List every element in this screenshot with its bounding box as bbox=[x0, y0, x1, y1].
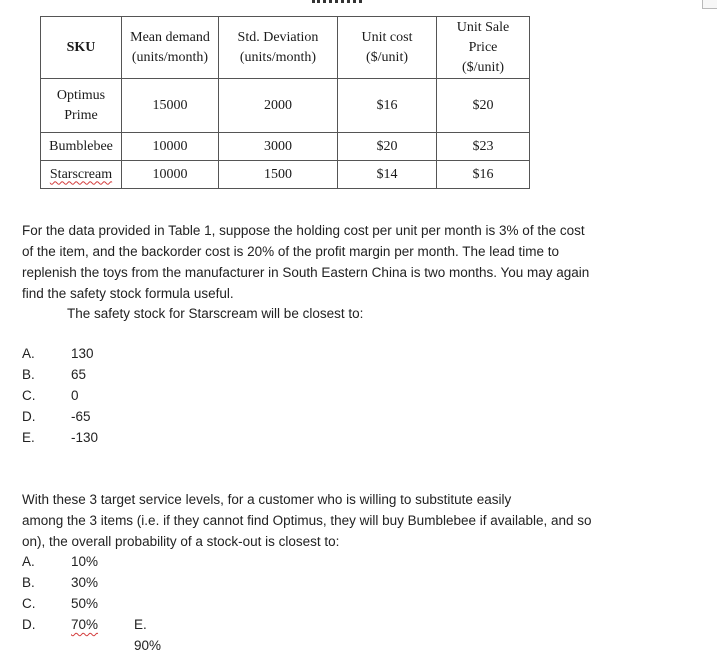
cell-sku: Optimus Prime bbox=[41, 79, 122, 133]
cell-price: $20 bbox=[437, 79, 530, 133]
header-std-deviation: Std. Deviation (units/month) bbox=[219, 17, 338, 79]
cell-std: 3000 bbox=[219, 133, 338, 161]
table-row bbox=[41, 161, 530, 189]
header-unit-cost: Unit cost ($/unit) bbox=[338, 17, 437, 79]
cell-mean: 10000 bbox=[122, 161, 219, 189]
header-unit-sale-price: Unit Sale Price ($/unit) bbox=[437, 17, 530, 79]
header-mean-demand: Mean demand (units/month) bbox=[122, 17, 219, 79]
sku-data-table bbox=[40, 16, 530, 189]
cell-cost: $20 bbox=[338, 133, 437, 161]
cell-std: 1500 bbox=[219, 161, 338, 189]
cell-sku: Starscream bbox=[41, 161, 122, 189]
cell-cost: $14 bbox=[338, 161, 437, 189]
table-caption-fragment bbox=[312, 0, 362, 6]
paragraph-line: find the safety stock formula useful. bbox=[22, 286, 234, 301]
cell-sku: Bumblebee bbox=[41, 133, 122, 161]
table-row bbox=[41, 133, 530, 161]
paragraph-line: replenish the toys from the manufacturer in South Eastern China is two months. You may again bbox=[22, 265, 590, 280]
question1-paragraph bbox=[22, 220, 589, 304]
table-row bbox=[41, 79, 530, 133]
question1-prompt: The safety stock for Starscream will be closest to: bbox=[67, 306, 364, 321]
paragraph-line: of the item, and the backorder cost is 20% of the profit margin per month. The lead time to bbox=[22, 244, 560, 259]
question2-paragraph bbox=[22, 489, 592, 552]
cell-price: $16 bbox=[437, 161, 530, 189]
table-header-row bbox=[41, 17, 530, 79]
paragraph-line: on), the overall probability of a stock-out is closest to: bbox=[22, 534, 340, 549]
paragraph-line: For the data provided in Table 1, suppose the holding cost per unit per month is 3% of the cost bbox=[22, 223, 585, 238]
paragraph-line: With these 3 target service levels, for a customer who is willing to substitute easily bbox=[22, 492, 512, 507]
option-e[interactable]: E. 90% bbox=[134, 617, 162, 653]
cell-price: $23 bbox=[437, 133, 530, 161]
cell-cost: $16 bbox=[338, 79, 437, 133]
cell-mean: 10000 bbox=[122, 133, 219, 161]
paragraph-line: among the 3 items (i.e. if they cannot find Optimus, they will buy Bumblebee if available, and so bbox=[22, 513, 592, 528]
cell-mean: 15000 bbox=[122, 79, 219, 133]
scrollbar-corner[interactable] bbox=[702, 0, 717, 9]
header-sku: SKU bbox=[41, 17, 122, 79]
cell-std: 2000 bbox=[219, 79, 338, 133]
